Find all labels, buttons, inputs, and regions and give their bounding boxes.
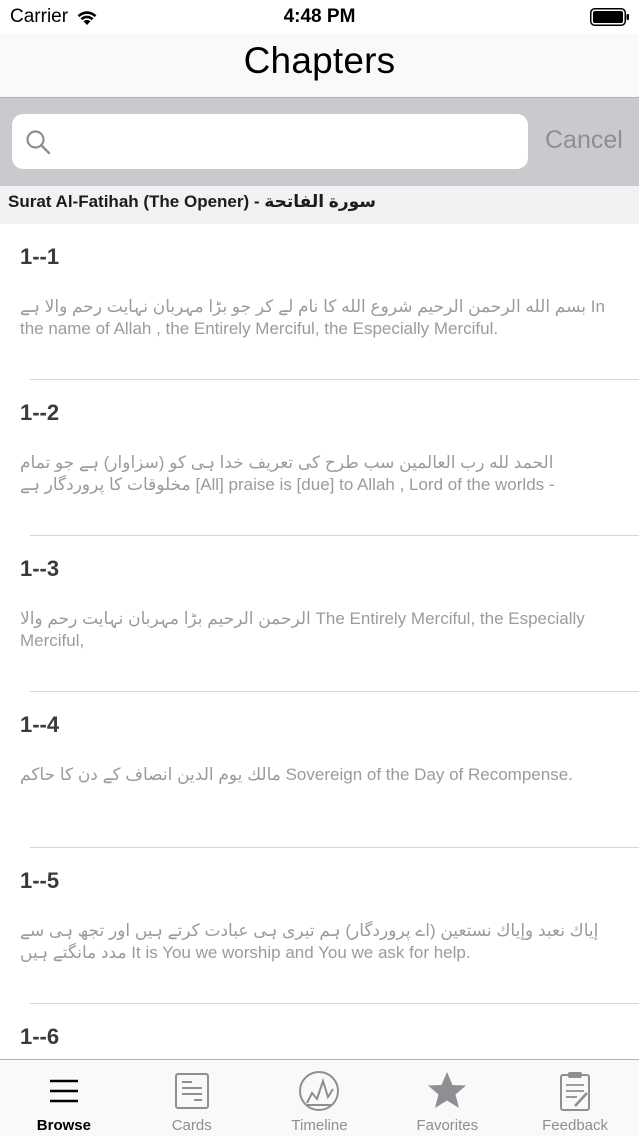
carrier-label: Carrier xyxy=(10,6,69,27)
page-title: Chapters xyxy=(243,40,396,81)
tab-bar xyxy=(0,1059,639,1136)
tab-label: Feedback xyxy=(542,1117,609,1134)
list-item[interactable] xyxy=(20,224,639,380)
battery-icon xyxy=(590,8,630,26)
list-item[interactable] xyxy=(20,692,639,848)
list-item[interactable] xyxy=(20,536,639,692)
tab-browse[interactable] xyxy=(0,1060,128,1136)
verse-number: 1--5 xyxy=(20,868,60,893)
section-header: Surat Al-Fatihah (The Opener) - سورة الفاتحة xyxy=(0,186,639,224)
tab-label: Favorites xyxy=(416,1117,479,1134)
search-bar xyxy=(0,98,639,186)
search-icon xyxy=(25,129,51,155)
list-item[interactable] xyxy=(20,1004,639,1059)
verse-text: مالك يوم الدين انصاف کے دن کا حاکم Sovereign of the Day of Recompense. xyxy=(20,765,573,784)
tab-feedback[interactable] xyxy=(511,1060,639,1136)
clipboard-icon xyxy=(553,1069,597,1113)
list-item[interactable] xyxy=(20,848,639,1004)
status-time: 4:48 PM xyxy=(283,6,356,27)
tab-cards[interactable] xyxy=(128,1060,256,1136)
verse-number: 1--6 xyxy=(20,1024,60,1049)
tab-timeline[interactable] xyxy=(256,1060,384,1136)
search-input[interactable] xyxy=(60,114,520,169)
list-icon xyxy=(42,1069,86,1113)
search-field[interactable] xyxy=(12,114,528,169)
verse-list[interactable] xyxy=(0,224,639,1059)
verse-number: 1--2 xyxy=(20,400,60,425)
status-bar xyxy=(0,0,639,34)
verse-text: الرحمن الرحيم بڑا مہربان نہایت رحم والا The Entirely Merciful, the Especially Merciful, xyxy=(20,609,585,650)
timeline-icon xyxy=(297,1069,341,1113)
tab-label: Browse xyxy=(36,1117,91,1134)
verse-text: إياك نعبد وإياك نستعين (اے پروردگار) ہم تیری ہی عبادت کرتے ہیں اور تجھ ہی سے مدد مانگتے ہیں It is You we worship and You we ask for help. xyxy=(20,921,599,962)
tab-favorites[interactable] xyxy=(383,1060,511,1136)
verse-number: 1--4 xyxy=(20,712,60,737)
cards-icon xyxy=(170,1069,214,1113)
verse-number: 1--1 xyxy=(20,244,60,269)
cancel-button[interactable]: Cancel xyxy=(545,126,623,154)
verse-text: بسم الله الرحمن الرحيم شروع الله کا نام لے کر جو بڑا مہربان نہایت رحم والا ہے In the name of Allah , the Entirely Merciful, the Especially Merciful. xyxy=(20,297,605,338)
list-item[interactable] xyxy=(20,380,639,536)
tab-label: Timeline xyxy=(291,1117,348,1134)
tab-label: Cards xyxy=(171,1117,212,1134)
verse-text: الحمد لله رب العالمين سب طرح کی تعریف خدا ہی کو (سزاوار) ہے جو تمام مخلوقات کا پروردگار ہے [All] praise is [due] to Allah , Lord of the worlds - xyxy=(20,453,555,494)
verse-number: 1--3 xyxy=(20,556,60,581)
star-icon xyxy=(425,1069,469,1113)
navigation-bar xyxy=(0,34,639,98)
